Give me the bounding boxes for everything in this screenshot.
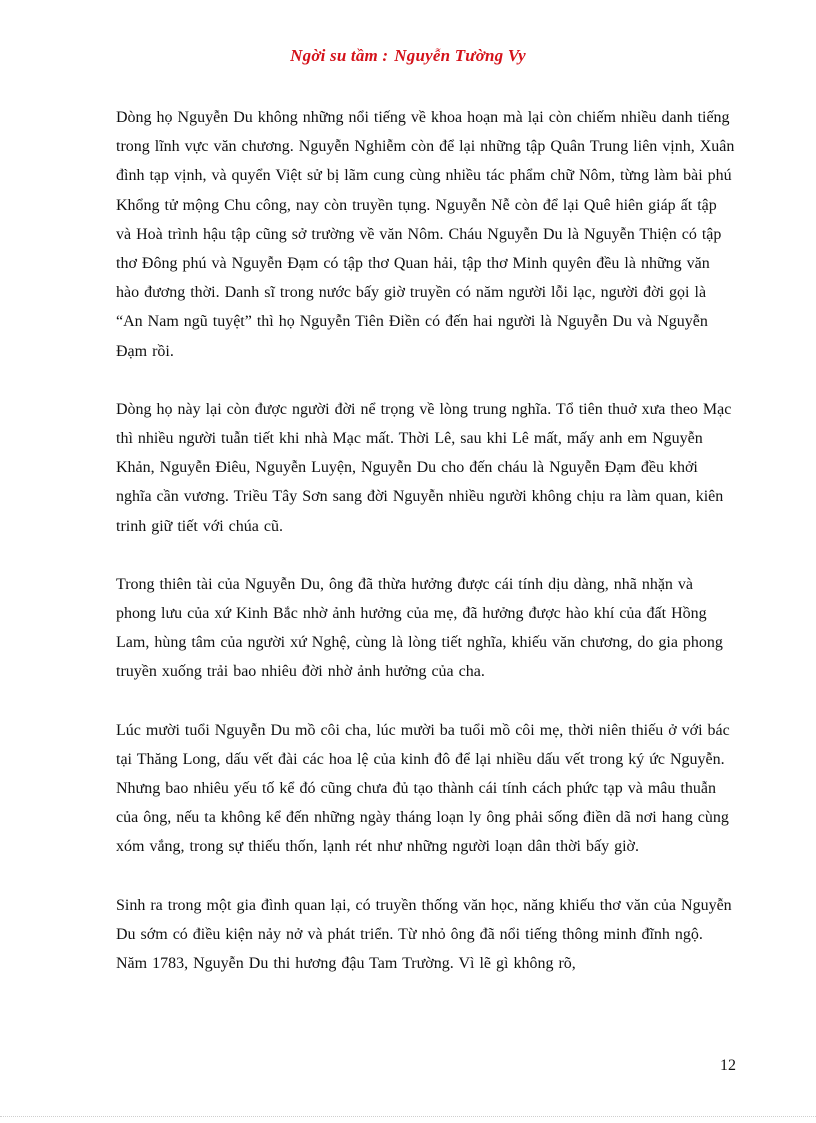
page-header bbox=[0, 46, 816, 66]
page-number: 12 bbox=[720, 1057, 736, 1074]
collector-name: Nguyễn Tường Vy bbox=[394, 46, 526, 65]
paragraph: Lúc mười tuổi Nguyễn Du mồ côi cha, lúc mười ba tuổi mồ côi mẹ, thời niên thiếu ở với bác tại Thăng Long, dấu vết đài các hoa lệ của kinh đô để lại nhiều dấu vết trong ký ức Nguyễn. Nhưng bao nhiêu yếu tố kể đó cũng chưa đủ tạo thành cái tính cách phức tạp và mâu thuẫn của ông, nếu ta không kể đến những ngày tháng loạn ly ông phải sống điền dã nơi hang cùng xóm vắng, trong sự thiếu thốn, lạnh rét như những người loạn dân thời bấy giờ. bbox=[116, 721, 730, 856]
paragraph: Dòng họ Nguyễn Du không những nổi tiếng về khoa hoạn mà lại còn chiếm nhiều danh tiếng trong lĩnh vực văn chương. Nguyễn Nghiễm còn để lại những tập Quân Trung liên vịnh, Xuân đình tạp vịnh, và quyển Việt sử bị lãm cung cùng nhiều tác phẩm chữ Nôm, từng làm bài phú Khổng tử mộng Chu công, nay còn truyền tụng. Nguyễn Nễ còn để lại Quê hiên giáp ất tập và Hoà trình hậu tập cũng sở trường về văn Nôm. Cháu Nguyễn Du là Nguyễn Thiện có tập thơ Đông phú và Nguyễn Đạm có tập thơ Quan hải, tập thơ Minh quyên đều là những văn hào đương thời. Danh sĩ trong nước bấy giờ truyền có năm người lỗi lạc, người đời gọi là “An Nam ngũ tuyệt” thì họ Nguyễn Tiên Điền có đến hai người là Nguyễn Du và Nguyễn Đạm rồi. bbox=[116, 109, 735, 360]
collector-label: Ngời su tầm : bbox=[290, 46, 389, 65]
paragraph: Trong thiên tài của Nguyễn Du, ông đã thừa hưởng được cái tính dịu dàng, nhã nhặn và phong lưu của xứ Kinh Bắc nhờ ảnh hưởng của mẹ, đã hưởng được hào khí của đất Hồng Lam, hùng tâm của người xứ Nghệ, cùng là lòng tiết nghĩa, khiếu văn chương, do gia phong truyền xuống trải bao nhiêu đời nhờ ảnh hưởng của cha. bbox=[116, 575, 723, 681]
paragraph: Dòng họ này lại còn được người đời nể trọng về lòng trung nghĩa. Tổ tiên thuở xưa theo Mạc thì nhiều người tuẫn tiết khi nhà Mạc mất. Thời Lê, sau khi Lê mất, mấy anh em Nguyễn Khản, Nguyễn Điêu, Nguyễn Luyện, Nguyễn Du cho đến cháu là Nguyễn Đạm đều khởi nghĩa cần vương. Triều Tây Sơn sang đời Nguyễn nhiều người không chịu ra làm quan, kiên trinh giữ tiết với chúa cũ. bbox=[116, 400, 732, 535]
paragraph: Sinh ra trong một gia đình quan lại, có truyền thống văn học, năng khiếu thơ văn của Nguyễn Du sớm có điều kiện nảy nở và phát triển. Từ nhỏ ông đã nổi tiếng thông minh đĩnh ngộ. Năm 1783, Nguyễn Du thi hương đậu Tam Trường. Vì lẽ gì không rõ, bbox=[116, 896, 732, 973]
body-text bbox=[116, 103, 736, 1007]
page-bottom-divider bbox=[0, 1116, 816, 1117]
